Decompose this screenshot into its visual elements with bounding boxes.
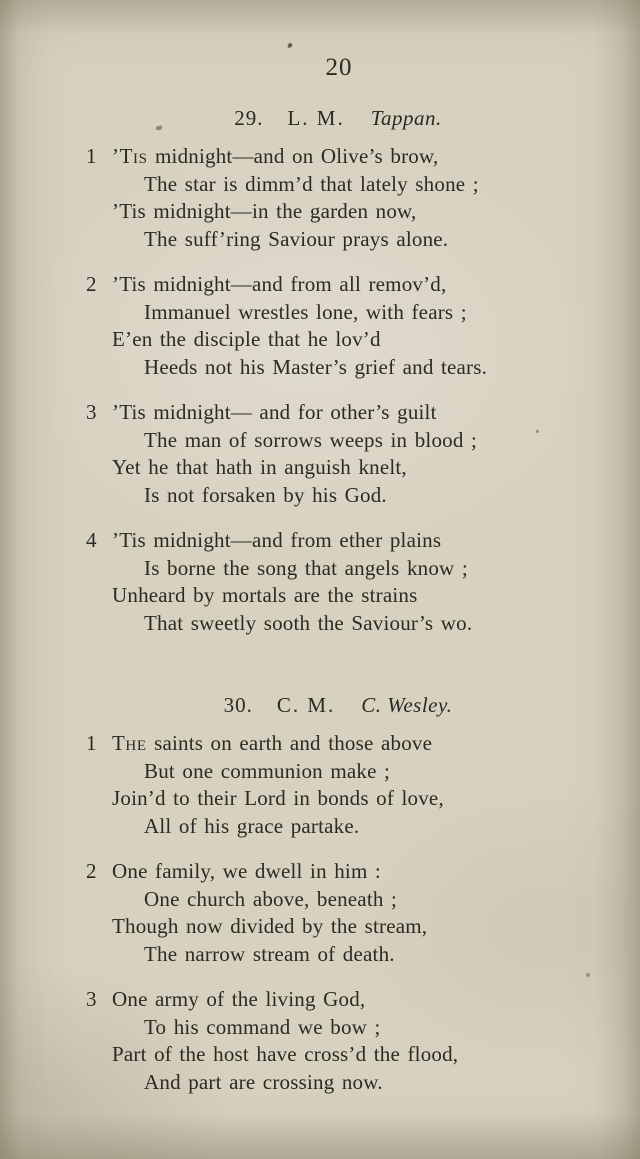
hymn-meter: L. M. <box>287 106 345 130</box>
verse-line: ’Tis midnight—in the garden now, <box>112 199 417 223</box>
verse-line: Immanuel wrestles lone, with fears ; <box>144 299 467 324</box>
verse-line: Though now divided by the stream, <box>112 914 428 938</box>
verse-lines <box>102 986 576 1096</box>
verse-line: Is not forsaken by his God. <box>144 482 387 507</box>
hymn-author: C. Wesley. <box>361 693 453 717</box>
verse-line: And part are crossing now. <box>144 1069 383 1094</box>
smallcaps-lead: ’Tis <box>112 144 148 168</box>
verse-number: 2 <box>86 859 97 883</box>
smallcaps-lead: The <box>112 731 147 755</box>
verse-lines <box>102 399 576 509</box>
hymn-30 <box>86 693 576 1096</box>
verse-line: Is borne the song that angels know ; <box>144 555 468 580</box>
verse-line: ’Tis midnight—and from ether plains <box>112 528 442 552</box>
verse-line: ’Tis midnight—and from all remov’d, <box>112 272 447 296</box>
verse-line: The suff’ring Saviour prays alone. <box>144 226 449 251</box>
verse-line: The narrow stream of death. <box>144 941 395 966</box>
verse-number: 1 <box>86 144 97 168</box>
verse-lines <box>102 858 576 968</box>
hymn-heading <box>86 693 576 718</box>
verse <box>86 858 576 968</box>
verse-lines <box>102 527 576 637</box>
verse-line: ’Tis midnight—and on Olive’s brow, <box>112 144 439 168</box>
hymn-number: 30. <box>223 693 253 717</box>
hymn-author: Tappan. <box>370 106 442 130</box>
verse <box>86 527 576 637</box>
verse-line: That sweetly sooth the Saviour’s wo. <box>144 610 473 635</box>
hymn-heading <box>86 106 576 131</box>
verse-line: One family, we dwell in him : <box>112 859 381 883</box>
verse-line: But one communion make ; <box>144 758 391 783</box>
verse <box>86 143 576 253</box>
verse-lines <box>102 271 576 381</box>
verse-line: Join’d to their Lord in bonds of love, <box>112 786 444 810</box>
verse-number: 3 <box>86 400 97 424</box>
verse-line: The saints on earth and those above <box>112 731 433 755</box>
verse-line: To his command we bow ; <box>144 1014 381 1039</box>
verse-line: Heeds not his Master’s grief and tears. <box>144 354 488 379</box>
hymn-meter: C. M. <box>276 693 336 717</box>
verse-number: 3 <box>86 987 97 1011</box>
verse-line: Unheard by mortals are the strains <box>112 583 418 607</box>
verse-line: The man of sorrows weeps in blood ; <box>144 427 478 452</box>
verse-number: 4 <box>86 528 97 552</box>
verse-number: 1 <box>86 731 97 755</box>
verse-lines <box>102 143 576 253</box>
verse <box>86 986 576 1096</box>
verse-line: All of his grace partake. <box>144 813 360 838</box>
verse-number: 2 <box>86 272 97 296</box>
verse-lines <box>102 730 576 840</box>
hymn-29 <box>86 106 576 637</box>
verse-line: Part of the host have cross’d the flood, <box>112 1042 459 1066</box>
verse-line: One army of the living God, <box>112 987 366 1011</box>
verse-line: Yet he that hath in anguish knelt, <box>112 455 407 479</box>
verse <box>86 271 576 381</box>
verse-line: E’en the disciple that he lov’d <box>112 327 381 351</box>
verse <box>86 730 576 840</box>
verse-line: ’Tis midnight— and for other’s guilt <box>112 400 437 424</box>
hymn-number: 29. <box>234 106 264 130</box>
verse <box>86 399 576 509</box>
page-number: 20 <box>325 54 353 81</box>
verse-line: The star is dimm’d that lately shone ; <box>144 171 479 196</box>
verse-line: One church above, beneath ; <box>144 886 398 911</box>
